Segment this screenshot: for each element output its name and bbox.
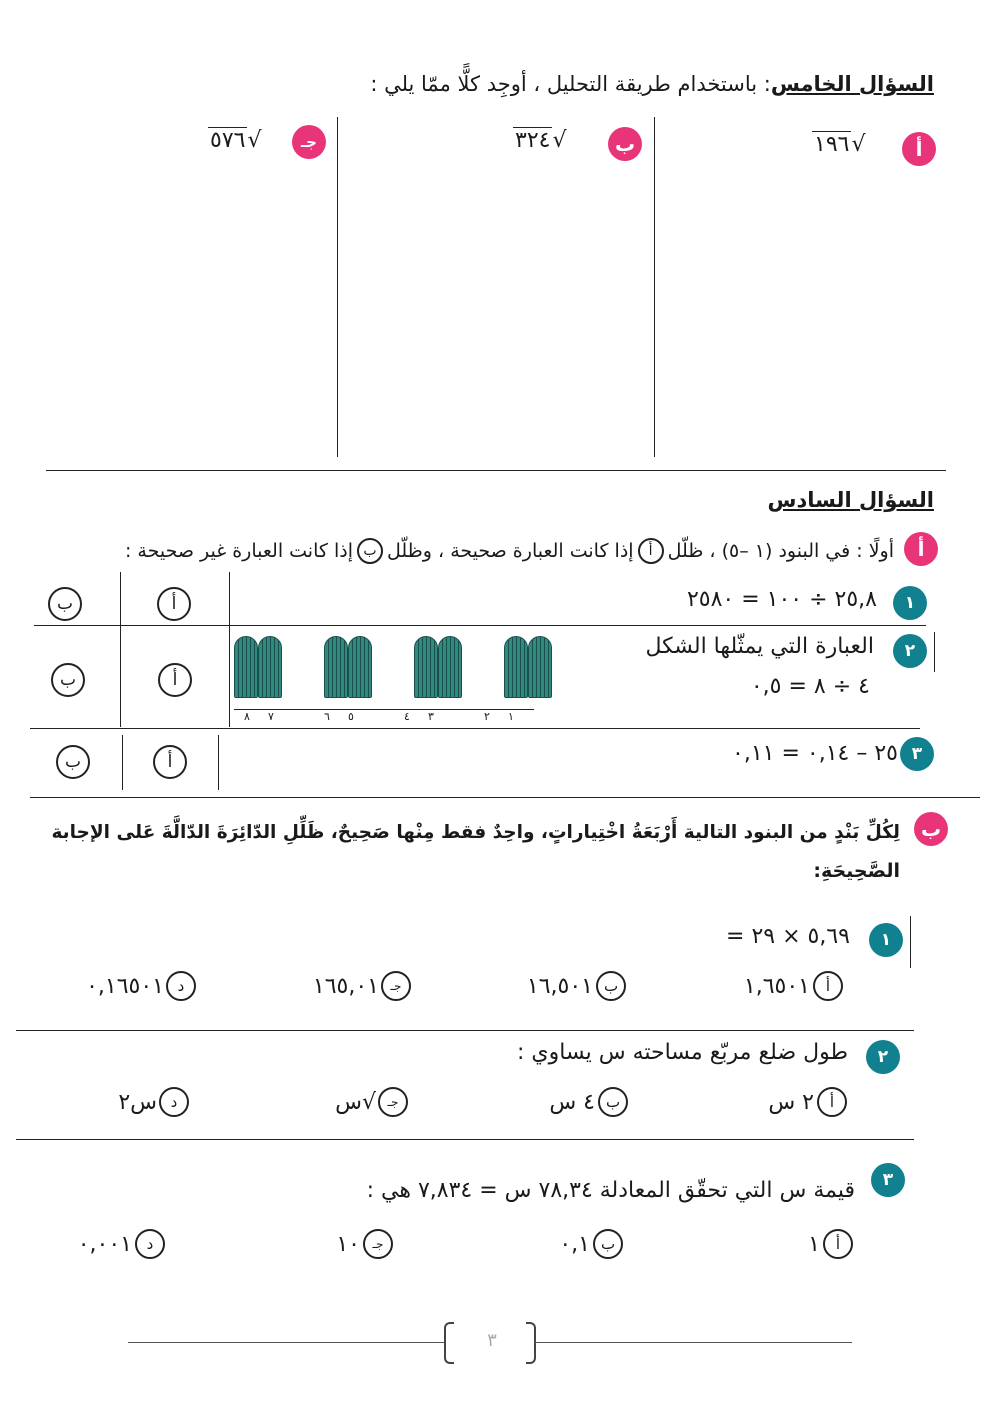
q6b-q1-option-a[interactable]: أ bbox=[813, 971, 843, 1001]
table-col-line-4 bbox=[218, 735, 219, 790]
q6b-q2-option-c[interactable]: جـ bbox=[378, 1087, 408, 1117]
q6b-q3-option-d[interactable]: د bbox=[135, 1229, 165, 1259]
q6-part-a-instruction bbox=[125, 538, 894, 564]
bar-7 bbox=[258, 636, 282, 698]
q6a-row2-text: العبارة التي يمثّلها الشكل bbox=[645, 634, 874, 659]
q5-heading bbox=[370, 72, 934, 96]
section-divider bbox=[46, 470, 946, 471]
q6b-q2-text: طول ضلع مربّع مساحته س يساوي : bbox=[517, 1040, 848, 1065]
label-2: ٢ bbox=[484, 710, 490, 723]
q6a-row2-figure bbox=[234, 636, 534, 728]
q5-item-c-root bbox=[208, 128, 261, 153]
q6a-row3-num: ٣ bbox=[900, 737, 934, 771]
table-row2-right-line bbox=[934, 632, 935, 672]
q5-item-b-radicand: ٣٢٤ bbox=[515, 128, 551, 153]
q6b-q1-option-d[interactable]: د bbox=[166, 971, 196, 1001]
q6-part-b-instruction-line2: الصَّحِيحَةِ: bbox=[813, 860, 900, 882]
q6-title: السؤال السادس bbox=[767, 488, 934, 512]
q6b-q3-num: ٣ bbox=[871, 1163, 905, 1197]
bar-groups bbox=[234, 636, 552, 698]
q6b-q3-option-a[interactable]: أ bbox=[823, 1229, 853, 1259]
footer-bracket-right bbox=[526, 1322, 536, 1364]
q6b-q1-text: ٥,٦٩ × ٢٩ = bbox=[726, 924, 850, 949]
instruction-part-2: إذا كانت العبارة صحيحة ، وظلّل bbox=[387, 540, 634, 562]
q6-part-b-instruction-line1: لِكُلِّ بَنْدٍ من البنود التالية أَرْبَعَةُ اخْتِياراتٍ، واحِدٌ فقط مِنْها صَحِيحٌ، ظَلِّلِ الدّائِرَةَ الدّالَّةَ عَلى الإجابة bbox=[51, 822, 900, 843]
q5-divider-2 bbox=[337, 117, 338, 457]
footer-bracket-left bbox=[444, 1322, 454, 1364]
q5-item-a-root bbox=[812, 132, 865, 157]
q6b-q2-option-c-value: √س bbox=[335, 1090, 376, 1115]
q6b-q3-option-b[interactable]: ب bbox=[593, 1229, 623, 1259]
q6b-divider-2 bbox=[16, 1139, 914, 1140]
q6b-q3-text: قيمة س التي تحقّق المعادلة ٧٨,٣٤ س = ٧,٨٣٤ هي : bbox=[366, 1178, 855, 1203]
q5-instruction: : باستخدام طريقة التحليل ، أوجِد كلًّا ممّا يلي : bbox=[370, 72, 771, 96]
bar-6 bbox=[324, 636, 348, 698]
option-a-circle: أ bbox=[638, 538, 664, 564]
q6b-q2-num: ٢ bbox=[866, 1040, 900, 1074]
label-5: ٥ bbox=[348, 710, 354, 723]
q6a-row3-text: ٢٥ – ٠,١٤ = ٠,١١ bbox=[732, 741, 898, 766]
q5-item-a-badge: أ bbox=[902, 132, 936, 166]
page-number: ٣ bbox=[487, 1330, 497, 1351]
q6a-row1-num: ١ bbox=[893, 586, 927, 620]
table-row-line-3 bbox=[30, 797, 980, 798]
bar-group-3 bbox=[324, 636, 372, 698]
q5-item-a-radicand: ١٩٦ bbox=[814, 132, 850, 157]
q5-item-c-radicand: ٥٧٦ bbox=[210, 128, 246, 153]
bar-8 bbox=[234, 636, 258, 698]
q6-part-a-badge: أ bbox=[904, 532, 938, 566]
bar-1 bbox=[528, 636, 552, 698]
bar-group-1 bbox=[504, 636, 552, 698]
q6a-row3-option-a[interactable]: أ bbox=[153, 745, 187, 779]
figure-labels bbox=[234, 710, 534, 726]
q6b-q1-bar bbox=[910, 916, 911, 968]
q6a-row2-option-b[interactable]: ب bbox=[51, 663, 85, 697]
bar-5 bbox=[348, 636, 372, 698]
q5-title: السؤال الخامس bbox=[770, 72, 934, 96]
q6b-q3-option-a-value: ١ bbox=[808, 1232, 820, 1257]
table-col-line-2 bbox=[229, 572, 230, 727]
q6b-q3-option-b-value: ٠,١ bbox=[559, 1232, 590, 1257]
option-b-circle: ب bbox=[357, 538, 383, 564]
q6b-q2-option-d-value: س٢ bbox=[118, 1090, 157, 1115]
bar-2 bbox=[504, 636, 528, 698]
sqrt-icon: √ bbox=[247, 128, 262, 153]
q6b-q1-option-a-value: ١,٦٥٠١ bbox=[743, 974, 810, 999]
instruction-part-1: أولًا : في البنود (١ –٥) ، ظلّل bbox=[667, 540, 894, 562]
label-1: ١ bbox=[508, 710, 514, 723]
bar-group-4 bbox=[234, 636, 282, 698]
q5-item-b-badge: ب bbox=[608, 127, 642, 161]
table-col-line-3 bbox=[122, 735, 123, 790]
label-7: ٧ bbox=[268, 710, 274, 723]
q5-item-b-root bbox=[513, 128, 566, 153]
q6b-q3-option-c[interactable]: جـ bbox=[363, 1229, 393, 1259]
table-row-line-2 bbox=[30, 728, 920, 729]
q6a-row2-option-a[interactable]: أ bbox=[158, 663, 192, 697]
label-8: ٨ bbox=[244, 710, 250, 723]
q6b-q2-option-a-value: ٢ س bbox=[768, 1090, 814, 1115]
label-4: ٤ bbox=[404, 710, 410, 723]
q6b-q1-option-c-value: ١٦٥,٠١ bbox=[312, 974, 379, 999]
bar-3 bbox=[438, 636, 462, 698]
sqrt-icon: √ bbox=[552, 128, 567, 153]
q6b-q1-option-b-value: ١٦,٥٠١ bbox=[526, 974, 593, 999]
q6b-q1-option-c[interactable]: جـ bbox=[381, 971, 411, 1001]
bar-group-2 bbox=[414, 636, 462, 698]
bar-4 bbox=[414, 636, 438, 698]
q6a-row3-option-b[interactable]: ب bbox=[56, 745, 90, 779]
footer-line-left bbox=[128, 1342, 444, 1343]
q6b-divider-1 bbox=[16, 1030, 914, 1031]
label-3: ٣ bbox=[428, 710, 434, 723]
footer-line-right bbox=[534, 1342, 852, 1343]
q6a-row2-num: ٢ bbox=[893, 634, 927, 668]
q6a-row2-text2: ٤ ÷ ٨ = ٠,٥ bbox=[750, 674, 870, 699]
table-col-line-1 bbox=[120, 572, 121, 727]
q6b-q3-option-c-value: ١٠ bbox=[336, 1232, 360, 1257]
q6b-q2-option-d[interactable]: د bbox=[159, 1087, 189, 1117]
sqrt-icon: √ bbox=[851, 132, 866, 157]
q6-part-b-badge: ب bbox=[914, 812, 948, 846]
q5-item-c-badge: جـ bbox=[292, 125, 326, 159]
q6b-q1-option-d-value: ٠,١٦٥٠١ bbox=[86, 974, 164, 999]
q6b-q2-option-b[interactable]: ب bbox=[598, 1087, 628, 1117]
q6a-row1-text: ٢٥,٨ ÷ ١٠٠ = ٢٥٨٠ bbox=[686, 587, 877, 612]
q6b-q3-option-d-value: ٠,٠٠١ bbox=[77, 1232, 132, 1257]
q6a-row1-option-b[interactable]: ب bbox=[48, 587, 82, 621]
label-6: ٦ bbox=[324, 710, 330, 723]
q5-divider-1 bbox=[654, 117, 655, 457]
q6a-row1-option-a[interactable]: أ bbox=[157, 587, 191, 621]
q6b-q2-option-a[interactable]: أ bbox=[817, 1087, 847, 1117]
q6b-q2-option-b-value: ٤ س bbox=[549, 1090, 595, 1115]
q6b-q1-option-b[interactable]: ب bbox=[596, 971, 626, 1001]
q6b-q1-num: ١ bbox=[869, 923, 903, 957]
instruction-part-3: إذا كانت العبارة غير صحيحة : bbox=[124, 540, 353, 562]
table-row-line-1 bbox=[34, 625, 926, 626]
